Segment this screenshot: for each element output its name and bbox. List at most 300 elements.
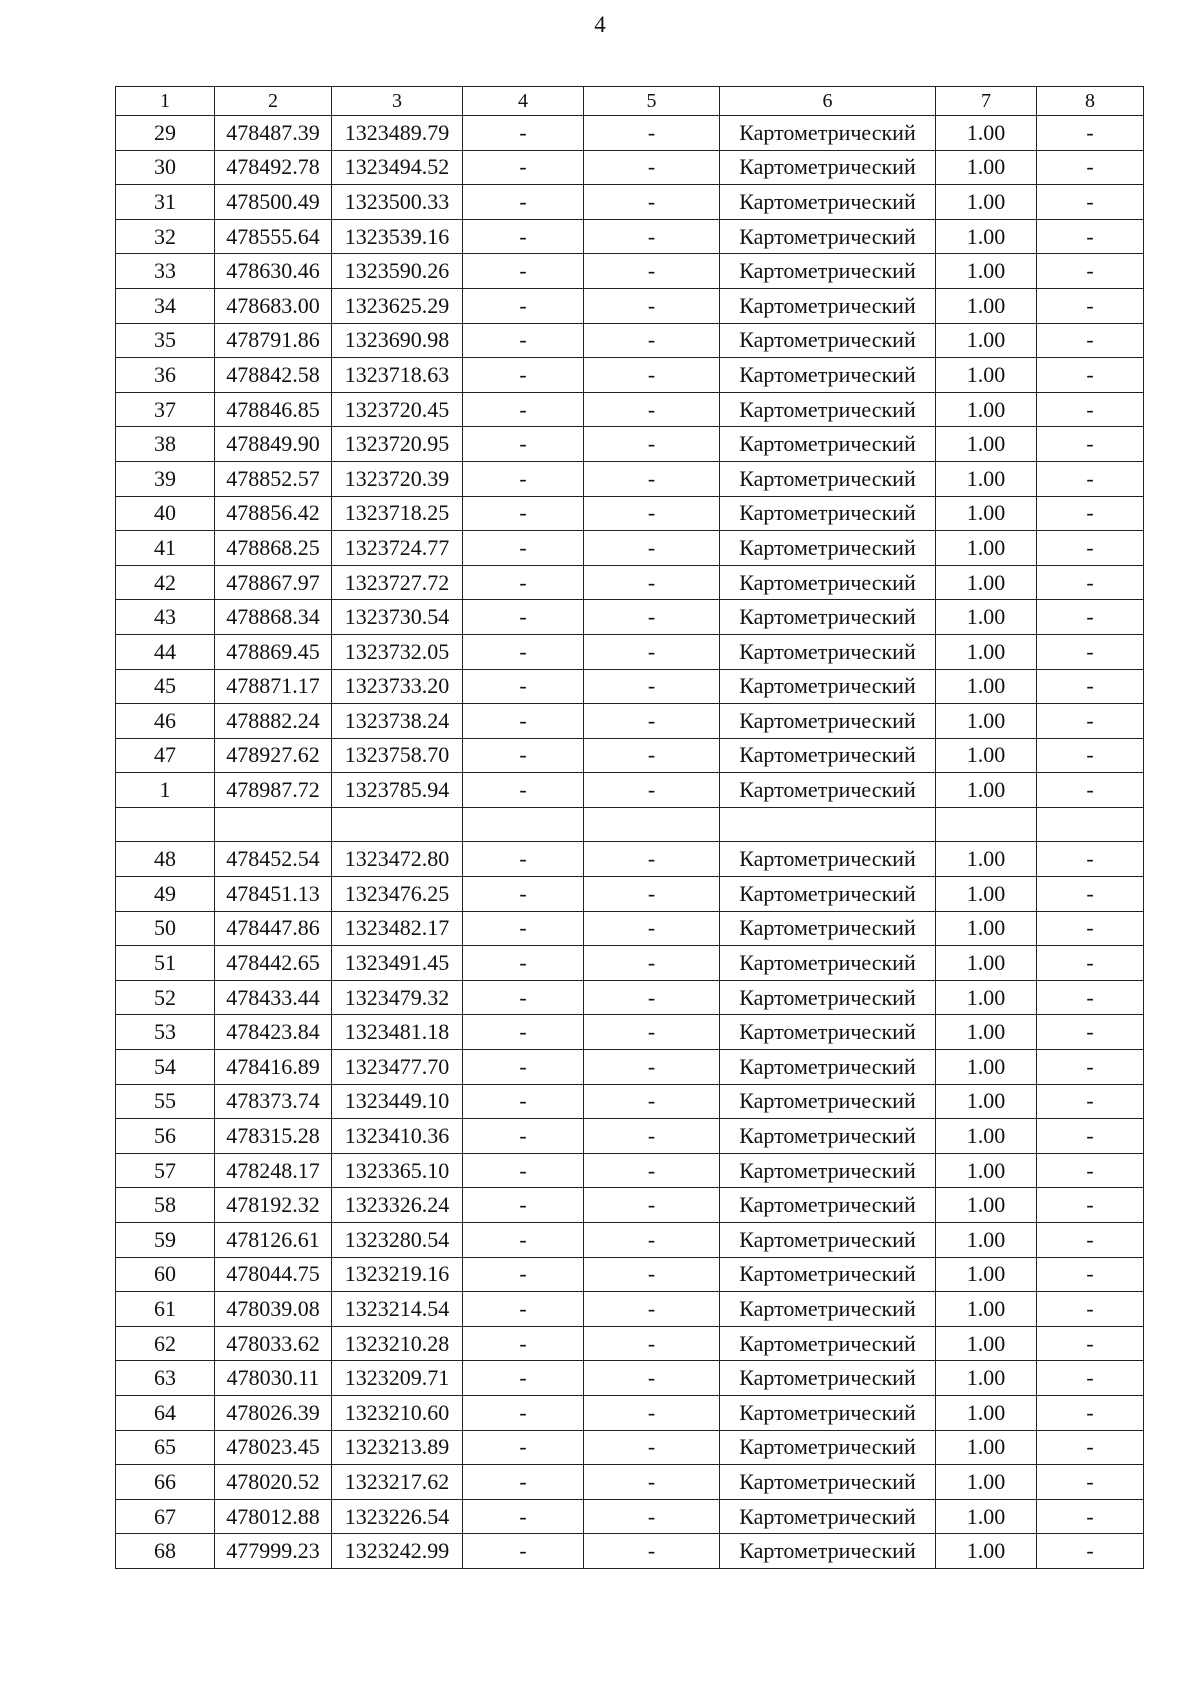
column-4-cell: -	[463, 704, 584, 739]
y-coordinate-cell: 1323690.98	[332, 323, 463, 358]
column-8-cell: -	[1037, 565, 1144, 600]
x-coordinate-cell: 478433.44	[215, 980, 332, 1015]
y-coordinate-cell: 1323477.70	[332, 1050, 463, 1085]
x-coordinate-cell: 478012.88	[215, 1499, 332, 1534]
method-cell: Картометрический	[720, 254, 936, 289]
table-row	[116, 1292, 1144, 1327]
point-number-cell: 31	[116, 185, 215, 220]
accuracy-cell: 1.00	[936, 1050, 1037, 1085]
x-coordinate-cell: 478846.85	[215, 392, 332, 427]
accuracy-cell: 1.00	[936, 946, 1037, 981]
accuracy-cell: 1.00	[936, 738, 1037, 773]
column-4-cell: -	[463, 1257, 584, 1292]
point-number-cell: 52	[116, 980, 215, 1015]
accuracy-cell: 1.00	[936, 980, 1037, 1015]
column-4-cell: -	[463, 150, 584, 185]
x-coordinate-cell: 478492.78	[215, 150, 332, 185]
column-8-cell: -	[1037, 219, 1144, 254]
x-coordinate-cell: 478869.45	[215, 634, 332, 669]
method-cell: Картометрический	[720, 1257, 936, 1292]
table-row	[116, 807, 1144, 842]
column-4-cell: -	[463, 185, 584, 220]
accuracy-cell: 1.00	[936, 1395, 1037, 1430]
column-8-cell: -	[1037, 877, 1144, 912]
table-row	[116, 1153, 1144, 1188]
method-cell: Картометрический	[720, 1084, 936, 1119]
column-4-cell: -	[463, 911, 584, 946]
column-4-cell	[463, 807, 584, 842]
accuracy-cell	[936, 807, 1037, 842]
y-coordinate-cell: 1323491.45	[332, 946, 463, 981]
accuracy-cell: 1.00	[936, 1292, 1037, 1327]
method-cell: Картометрический	[720, 1119, 936, 1154]
table-row	[116, 323, 1144, 358]
x-coordinate-cell: 478192.32	[215, 1188, 332, 1223]
column-8-cell: -	[1037, 358, 1144, 393]
column-5-cell: -	[584, 461, 720, 496]
column-8-cell: -	[1037, 1223, 1144, 1258]
accuracy-cell: 1.00	[936, 1119, 1037, 1154]
accuracy-cell: 1.00	[936, 185, 1037, 220]
method-cell: Картометрический	[720, 704, 936, 739]
column-4-cell: -	[463, 565, 584, 600]
table-row	[116, 219, 1144, 254]
method-cell: Картометрический	[720, 565, 936, 600]
x-coordinate-cell: 478791.86	[215, 323, 332, 358]
point-number-cell: 50	[116, 911, 215, 946]
column-4-cell: -	[463, 1119, 584, 1154]
point-number-cell: 37	[116, 392, 215, 427]
method-cell	[720, 807, 936, 842]
column-5-cell: -	[584, 1326, 720, 1361]
y-coordinate-cell: 1323476.25	[332, 877, 463, 912]
method-cell: Картометрический	[720, 392, 936, 427]
table-row	[116, 185, 1144, 220]
method-cell: Картометрический	[720, 531, 936, 566]
column-4-cell: -	[463, 1499, 584, 1534]
x-coordinate-cell: 478030.11	[215, 1361, 332, 1396]
table-row	[116, 150, 1144, 185]
column-5-cell: -	[584, 219, 720, 254]
y-coordinate-cell: 1323410.36	[332, 1119, 463, 1154]
column-5-cell: -	[584, 1395, 720, 1430]
method-cell: Картометрический	[720, 1534, 936, 1569]
column-5-cell: -	[584, 1430, 720, 1465]
column-4-cell: -	[463, 461, 584, 496]
column-8-cell: -	[1037, 116, 1144, 151]
column-5-cell: -	[584, 1153, 720, 1188]
method-cell: Картометрический	[720, 1465, 936, 1500]
point-number-cell: 53	[116, 1015, 215, 1050]
accuracy-cell: 1.00	[936, 911, 1037, 946]
column-8-cell: -	[1037, 704, 1144, 739]
point-number-cell: 33	[116, 254, 215, 289]
accuracy-cell: 1.00	[936, 358, 1037, 393]
x-coordinate-cell: 478423.84	[215, 1015, 332, 1050]
table-row	[116, 1430, 1144, 1465]
method-cell: Картометрический	[720, 1223, 936, 1258]
accuracy-cell: 1.00	[936, 392, 1037, 427]
column-5-cell: -	[584, 565, 720, 600]
table-row	[116, 1326, 1144, 1361]
column-8-cell: -	[1037, 323, 1144, 358]
y-coordinate-cell: 1323720.95	[332, 427, 463, 462]
column-5-cell: -	[584, 600, 720, 635]
y-coordinate-cell: 1323217.62	[332, 1465, 463, 1500]
table-row	[116, 116, 1144, 151]
accuracy-cell: 1.00	[936, 565, 1037, 600]
x-coordinate-cell: 478126.61	[215, 1223, 332, 1258]
x-coordinate-cell: 478044.75	[215, 1257, 332, 1292]
x-coordinate-cell: 478248.17	[215, 1153, 332, 1188]
accuracy-cell: 1.00	[936, 531, 1037, 566]
x-coordinate-cell: 478451.13	[215, 877, 332, 912]
point-number-cell: 29	[116, 116, 215, 151]
column-5-cell: -	[584, 1188, 720, 1223]
x-coordinate-cell: 478026.39	[215, 1395, 332, 1430]
y-coordinate-cell: 1323539.16	[332, 219, 463, 254]
column-8-cell: -	[1037, 1326, 1144, 1361]
accuracy-cell: 1.00	[936, 116, 1037, 151]
column-4-cell: -	[463, 531, 584, 566]
column-8-cell: -	[1037, 1395, 1144, 1430]
point-number-cell: 30	[116, 150, 215, 185]
column-5-cell: -	[584, 531, 720, 566]
column-header: 1	[116, 87, 215, 116]
x-coordinate-cell: 478987.72	[215, 773, 332, 808]
x-coordinate-cell: 478867.97	[215, 565, 332, 600]
accuracy-cell: 1.00	[936, 1084, 1037, 1119]
table-row	[116, 1534, 1144, 1569]
column-4-cell: -	[463, 1188, 584, 1223]
y-coordinate-cell: 1323738.24	[332, 704, 463, 739]
x-coordinate-cell: 478852.57	[215, 461, 332, 496]
method-cell: Картометрический	[720, 427, 936, 462]
method-cell: Картометрический	[720, 980, 936, 1015]
column-header: 6	[720, 87, 936, 116]
table-row	[116, 634, 1144, 669]
column-4-cell: -	[463, 392, 584, 427]
column-8-cell: -	[1037, 392, 1144, 427]
x-coordinate-cell: 478447.86	[215, 911, 332, 946]
method-cell: Картометрический	[720, 600, 936, 635]
column-8-cell: -	[1037, 1534, 1144, 1569]
point-number-cell: 1	[116, 773, 215, 808]
accuracy-cell: 1.00	[936, 1326, 1037, 1361]
x-coordinate-cell: 478882.24	[215, 704, 332, 739]
table-row	[116, 1015, 1144, 1050]
column-4-cell: -	[463, 600, 584, 635]
table-row	[116, 254, 1144, 289]
accuracy-cell: 1.00	[936, 842, 1037, 877]
x-coordinate-cell: 478487.39	[215, 116, 332, 151]
column-5-cell: -	[584, 323, 720, 358]
table-row	[116, 531, 1144, 566]
y-coordinate-cell	[332, 807, 463, 842]
column-5-cell: -	[584, 1534, 720, 1569]
y-coordinate-cell: 1323625.29	[332, 288, 463, 323]
column-5-cell: -	[584, 1223, 720, 1258]
table-row	[116, 773, 1144, 808]
table-row	[116, 1119, 1144, 1154]
point-number-cell: 61	[116, 1292, 215, 1327]
y-coordinate-cell: 1323494.52	[332, 150, 463, 185]
x-coordinate-cell	[215, 807, 332, 842]
column-4-cell: -	[463, 877, 584, 912]
method-cell: Картометрический	[720, 1361, 936, 1396]
x-coordinate-cell: 478020.52	[215, 1465, 332, 1500]
column-5-cell: -	[584, 150, 720, 185]
column-8-cell: -	[1037, 427, 1144, 462]
method-cell: Картометрический	[720, 911, 936, 946]
column-8-cell: -	[1037, 946, 1144, 981]
column-5-cell: -	[584, 358, 720, 393]
column-4-cell: -	[463, 219, 584, 254]
y-coordinate-cell: 1323213.89	[332, 1430, 463, 1465]
method-cell: Картометрический	[720, 461, 936, 496]
column-5-cell: -	[584, 669, 720, 704]
accuracy-cell: 1.00	[936, 877, 1037, 912]
column-4-cell: -	[463, 773, 584, 808]
y-coordinate-cell: 1323730.54	[332, 600, 463, 635]
y-coordinate-cell: 1323720.45	[332, 392, 463, 427]
table-row	[116, 980, 1144, 1015]
point-number-cell: 62	[116, 1326, 215, 1361]
x-coordinate-cell: 478442.65	[215, 946, 332, 981]
table-row	[116, 1257, 1144, 1292]
column-4-cell: -	[463, 634, 584, 669]
column-4-cell: -	[463, 358, 584, 393]
method-cell: Картометрический	[720, 946, 936, 981]
column-8-cell: -	[1037, 669, 1144, 704]
method-cell: Картометрический	[720, 773, 936, 808]
coordinates-table	[115, 86, 1144, 1569]
column-4-cell: -	[463, 1430, 584, 1465]
method-cell: Картометрический	[720, 1326, 936, 1361]
y-coordinate-cell: 1323724.77	[332, 531, 463, 566]
y-coordinate-cell: 1323210.28	[332, 1326, 463, 1361]
table-row	[116, 600, 1144, 635]
accuracy-cell: 1.00	[936, 634, 1037, 669]
method-cell: Картометрический	[720, 288, 936, 323]
column-8-cell: -	[1037, 634, 1144, 669]
point-number-cell: 44	[116, 634, 215, 669]
column-8-cell: -	[1037, 1465, 1144, 1500]
column-8-cell: -	[1037, 254, 1144, 289]
column-8-cell: -	[1037, 738, 1144, 773]
accuracy-cell: 1.00	[936, 1257, 1037, 1292]
point-number-cell: 55	[116, 1084, 215, 1119]
column-4-cell: -	[463, 1153, 584, 1188]
method-cell: Картометрический	[720, 669, 936, 704]
column-4-cell: -	[463, 842, 584, 877]
x-coordinate-cell: 478683.00	[215, 288, 332, 323]
column-5-cell: -	[584, 254, 720, 289]
x-coordinate-cell: 478500.49	[215, 185, 332, 220]
table-row	[116, 1395, 1144, 1430]
column-4-cell: -	[463, 1084, 584, 1119]
column-8-cell: -	[1037, 1084, 1144, 1119]
column-4-cell: -	[463, 1050, 584, 1085]
accuracy-cell: 1.00	[936, 1153, 1037, 1188]
table-row	[116, 496, 1144, 531]
y-coordinate-cell: 1323733.20	[332, 669, 463, 704]
y-coordinate-cell: 1323449.10	[332, 1084, 463, 1119]
x-coordinate-cell: 478927.62	[215, 738, 332, 773]
method-cell: Картометрический	[720, 116, 936, 151]
method-cell: Картометрический	[720, 1499, 936, 1534]
column-8-cell: -	[1037, 496, 1144, 531]
y-coordinate-cell: 1323365.10	[332, 1153, 463, 1188]
x-coordinate-cell: 478416.89	[215, 1050, 332, 1085]
column-4-cell: -	[463, 946, 584, 981]
point-number-cell: 65	[116, 1430, 215, 1465]
accuracy-cell: 1.00	[936, 1465, 1037, 1500]
x-coordinate-cell: 478555.64	[215, 219, 332, 254]
column-5-cell: -	[584, 1499, 720, 1534]
column-5-cell: -	[584, 1084, 720, 1119]
column-5-cell: -	[584, 496, 720, 531]
column-4-cell: -	[463, 254, 584, 289]
y-coordinate-cell: 1323727.72	[332, 565, 463, 600]
y-coordinate-cell: 1323500.33	[332, 185, 463, 220]
y-coordinate-cell: 1323226.54	[332, 1499, 463, 1534]
point-number-cell: 47	[116, 738, 215, 773]
column-5-cell: -	[584, 1257, 720, 1292]
column-4-cell: -	[463, 116, 584, 151]
column-5-cell: -	[584, 738, 720, 773]
x-coordinate-cell: 478868.25	[215, 531, 332, 566]
point-number-cell: 51	[116, 946, 215, 981]
column-4-cell: -	[463, 1395, 584, 1430]
x-coordinate-cell: 478868.34	[215, 600, 332, 635]
column-8-cell: -	[1037, 980, 1144, 1015]
table-row	[116, 288, 1144, 323]
accuracy-cell: 1.00	[936, 323, 1037, 358]
column-8-cell: -	[1037, 1499, 1144, 1534]
column-4-cell: -	[463, 323, 584, 358]
x-coordinate-cell: 478856.42	[215, 496, 332, 531]
point-number-cell: 34	[116, 288, 215, 323]
accuracy-cell: 1.00	[936, 427, 1037, 462]
column-5-cell: -	[584, 116, 720, 151]
column-5-cell: -	[584, 288, 720, 323]
column-4-cell: -	[463, 980, 584, 1015]
column-4-cell: -	[463, 288, 584, 323]
y-coordinate-cell: 1323481.18	[332, 1015, 463, 1050]
point-number-cell: 66	[116, 1465, 215, 1500]
column-8-cell: -	[1037, 1153, 1144, 1188]
column-8-cell: -	[1037, 1119, 1144, 1154]
x-coordinate-cell: 478033.62	[215, 1326, 332, 1361]
y-coordinate-cell: 1323242.99	[332, 1534, 463, 1569]
column-5-cell: -	[584, 911, 720, 946]
column-header: 4	[463, 87, 584, 116]
column-4-cell: -	[463, 669, 584, 704]
table-row	[116, 738, 1144, 773]
column-8-cell: -	[1037, 1015, 1144, 1050]
column-4-cell: -	[463, 1534, 584, 1569]
column-5-cell: -	[584, 185, 720, 220]
table-row	[116, 669, 1144, 704]
column-5-cell: -	[584, 1119, 720, 1154]
column-5-cell: -	[584, 704, 720, 739]
point-number-cell: 48	[116, 842, 215, 877]
method-cell: Картометрический	[720, 358, 936, 393]
point-number-cell: 41	[116, 531, 215, 566]
column-8-cell: -	[1037, 461, 1144, 496]
page-number: 4	[594, 12, 606, 37]
x-coordinate-cell: 478849.90	[215, 427, 332, 462]
y-coordinate-cell: 1323280.54	[332, 1223, 463, 1258]
point-number-cell: 46	[116, 704, 215, 739]
point-number-cell: 68	[116, 1534, 215, 1569]
table-row	[116, 1188, 1144, 1223]
point-number-cell: 45	[116, 669, 215, 704]
column-5-cell: -	[584, 980, 720, 1015]
point-number-cell: 40	[116, 496, 215, 531]
table-row	[116, 911, 1144, 946]
point-number-cell: 42	[116, 565, 215, 600]
x-coordinate-cell: 478842.58	[215, 358, 332, 393]
y-coordinate-cell: 1323209.71	[332, 1361, 463, 1396]
y-coordinate-cell: 1323479.32	[332, 980, 463, 1015]
x-coordinate-cell: 478373.74	[215, 1084, 332, 1119]
column-4-cell: -	[463, 1465, 584, 1500]
column-4-cell: -	[463, 1015, 584, 1050]
column-8-cell: -	[1037, 1050, 1144, 1085]
column-5-cell: -	[584, 1015, 720, 1050]
column-8-cell: -	[1037, 773, 1144, 808]
x-coordinate-cell: 478315.28	[215, 1119, 332, 1154]
method-cell: Картометрический	[720, 1188, 936, 1223]
accuracy-cell: 1.00	[936, 1015, 1037, 1050]
x-coordinate-cell: 478023.45	[215, 1430, 332, 1465]
table-row	[116, 1223, 1144, 1258]
point-number-cell: 35	[116, 323, 215, 358]
column-5-cell: -	[584, 1292, 720, 1327]
column-8-cell: -	[1037, 1430, 1144, 1465]
accuracy-cell: 1.00	[936, 288, 1037, 323]
accuracy-cell: 1.00	[936, 669, 1037, 704]
x-coordinate-cell: 478871.17	[215, 669, 332, 704]
accuracy-cell: 1.00	[936, 219, 1037, 254]
y-coordinate-cell: 1323758.70	[332, 738, 463, 773]
column-header: 7	[936, 87, 1037, 116]
accuracy-cell: 1.00	[936, 600, 1037, 635]
y-coordinate-cell: 1323718.63	[332, 358, 463, 393]
method-cell: Картометрический	[720, 1015, 936, 1050]
accuracy-cell: 1.00	[936, 1188, 1037, 1223]
column-8-cell: -	[1037, 1292, 1144, 1327]
table-row	[116, 1499, 1144, 1534]
method-cell: Картометрический	[720, 842, 936, 877]
column-8-cell: -	[1037, 911, 1144, 946]
y-coordinate-cell: 1323732.05	[332, 634, 463, 669]
method-cell: Картометрический	[720, 1050, 936, 1085]
table-row	[116, 392, 1144, 427]
y-coordinate-cell: 1323482.17	[332, 911, 463, 946]
method-cell: Картометрический	[720, 150, 936, 185]
table-row	[116, 1050, 1144, 1085]
y-coordinate-cell: 1323489.79	[332, 116, 463, 151]
x-coordinate-cell: 477999.23	[215, 1534, 332, 1569]
column-5-cell: -	[584, 1361, 720, 1396]
table-body	[116, 116, 1144, 1569]
table-row	[116, 1361, 1144, 1396]
column-5-cell: -	[584, 946, 720, 981]
point-number-cell: 38	[116, 427, 215, 462]
